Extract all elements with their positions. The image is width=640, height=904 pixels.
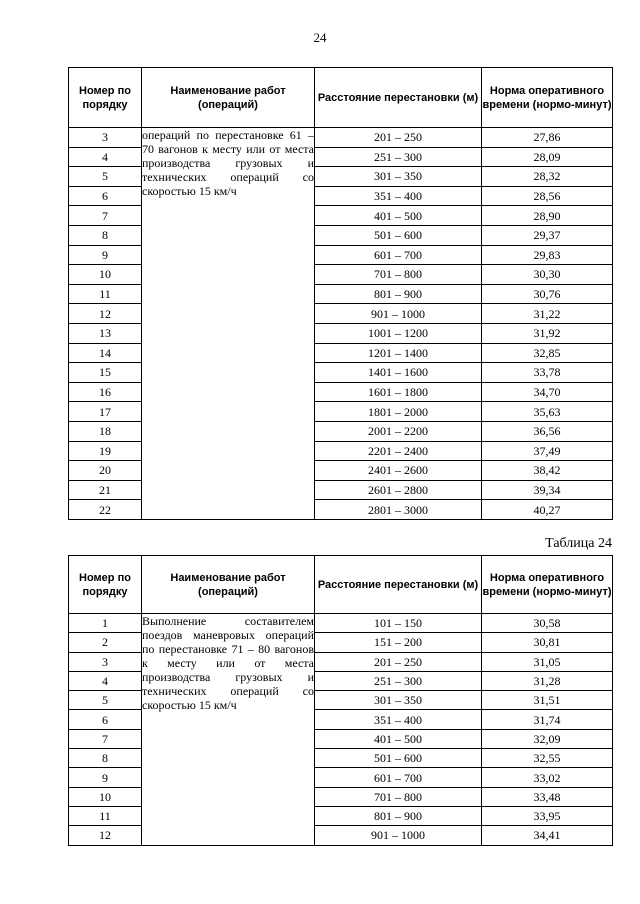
distance-range: 501 – 600 (315, 225, 482, 245)
distance-range: 2401 – 2600 (315, 461, 482, 481)
norm-value: 32,55 (482, 749, 613, 768)
distance-range: 2201 – 2400 (315, 441, 482, 461)
table-row (69, 614, 613, 633)
norm-value: 30,30 (482, 265, 613, 285)
distance-range: 401 – 500 (315, 206, 482, 226)
row-number: 17 (69, 402, 142, 422)
norm-value: 31,05 (482, 652, 613, 671)
norm-value: 28,56 (482, 186, 613, 206)
col-header-number: Номер по порядку (69, 556, 142, 614)
row-number: 2 (69, 633, 142, 652)
row-number: 10 (69, 265, 142, 285)
norm-value: 29,37 (482, 225, 613, 245)
norm-value: 30,76 (482, 284, 613, 304)
norm-value: 31,22 (482, 304, 613, 324)
distance-range: 801 – 900 (315, 806, 482, 825)
norm-value: 31,28 (482, 671, 613, 690)
row-number: 11 (69, 284, 142, 304)
distance-range: 601 – 700 (315, 245, 482, 265)
row-number: 15 (69, 363, 142, 383)
norm-value: 36,56 (482, 421, 613, 441)
row-number: 21 (69, 480, 142, 500)
norm-value: 27,86 (482, 128, 613, 148)
table-body (69, 128, 613, 520)
row-number: 4 (69, 671, 142, 690)
distance-range: 101 – 150 (315, 614, 482, 633)
row-number: 13 (69, 323, 142, 343)
norm-value: 35,63 (482, 402, 613, 422)
norm-value: 30,81 (482, 633, 613, 652)
norm-value: 28,32 (482, 167, 613, 187)
distance-range: 351 – 400 (315, 186, 482, 206)
distance-range: 151 – 200 (315, 633, 482, 652)
norm-value: 40,27 (482, 500, 613, 520)
norm-value: 33,02 (482, 768, 613, 787)
row-number: 8 (69, 225, 142, 245)
norm-value: 34,41 (482, 826, 613, 845)
row-number: 6 (69, 710, 142, 729)
distance-range: 251 – 300 (315, 671, 482, 690)
row-number: 8 (69, 749, 142, 768)
col-header-work: Наименование работ (операций) (142, 68, 315, 128)
distance-range: 1001 – 1200 (315, 323, 482, 343)
page-number: 24 (313, 30, 327, 45)
norm-value: 28,09 (482, 147, 613, 167)
distance-range: 701 – 800 (315, 787, 482, 806)
distance-range: 601 – 700 (315, 768, 482, 787)
norm-value: 29,83 (482, 245, 613, 265)
work-description: операций по перестановке 61 – 70 вагонов к месту или от места производства грузовых и технических операций со скоростью 15 км/ч (142, 128, 315, 520)
norm-value: 34,70 (482, 382, 613, 402)
distance-range: 201 – 250 (315, 128, 482, 148)
row-number: 9 (69, 768, 142, 787)
norm-value: 33,48 (482, 787, 613, 806)
norm-value: 31,51 (482, 691, 613, 710)
row-number: 3 (69, 652, 142, 671)
row-number: 12 (69, 304, 142, 324)
col-header-work: Наименование работ (операций) (142, 556, 315, 614)
col-header-norm: Норма оперативного времени (нормо-минут) (482, 556, 613, 614)
row-number: 1 (69, 614, 142, 633)
distance-range: 901 – 1000 (315, 304, 482, 324)
row-number: 20 (69, 461, 142, 481)
row-number: 4 (69, 147, 142, 167)
table-body (69, 614, 613, 846)
row-number: 12 (69, 826, 142, 845)
row-number: 3 (69, 128, 142, 148)
norm-value: 32,85 (482, 343, 613, 363)
table-header-row (69, 68, 613, 128)
row-number: 11 (69, 806, 142, 825)
distance-range: 801 – 900 (315, 284, 482, 304)
row-number: 19 (69, 441, 142, 461)
col-header-number: Номер по порядку (69, 68, 142, 128)
distance-range: 1401 – 1600 (315, 363, 482, 383)
table-caption: Таблица 24 (545, 536, 612, 551)
norms-table-24 (68, 555, 613, 846)
row-number: 6 (69, 186, 142, 206)
table-header-row (69, 556, 613, 614)
norm-value: 33,95 (482, 806, 613, 825)
norm-value: 37,49 (482, 441, 613, 461)
row-number: 5 (69, 167, 142, 187)
distance-range: 351 – 400 (315, 710, 482, 729)
distance-range: 251 – 300 (315, 147, 482, 167)
norm-value: 30,58 (482, 614, 613, 633)
distance-range: 1801 – 2000 (315, 402, 482, 422)
row-number: 22 (69, 500, 142, 520)
distance-range: 2001 – 2200 (315, 421, 482, 441)
distance-range: 501 – 600 (315, 749, 482, 768)
distance-range: 2801 – 3000 (315, 500, 482, 520)
col-header-norm: Норма оперативного времени (нормо-минут) (482, 68, 613, 128)
row-number: 18 (69, 421, 142, 441)
norm-value: 31,74 (482, 710, 613, 729)
work-description: Выполнение составителем поездов маневровых операций по перестановке 71 – 80 вагонов к месту или от места производства грузовых и технических операций со скоростью 15 км/ч (142, 614, 315, 846)
norm-value: 33,78 (482, 363, 613, 383)
table-row (69, 128, 613, 148)
norm-value: 39,34 (482, 480, 613, 500)
row-number: 7 (69, 206, 142, 226)
norm-value: 31,92 (482, 323, 613, 343)
distance-range: 401 – 500 (315, 729, 482, 748)
row-number: 10 (69, 787, 142, 806)
row-number: 9 (69, 245, 142, 265)
distance-range: 301 – 350 (315, 167, 482, 187)
distance-range: 701 – 800 (315, 265, 482, 285)
row-number: 7 (69, 729, 142, 748)
norm-value: 32,09 (482, 729, 613, 748)
distance-range: 1601 – 1800 (315, 382, 482, 402)
distance-range: 2601 – 2800 (315, 480, 482, 500)
distance-range: 1201 – 1400 (315, 343, 482, 363)
col-header-distance: Расстояние перестановки (м) (315, 556, 482, 614)
norm-value: 38,42 (482, 461, 613, 481)
row-number: 16 (69, 382, 142, 402)
col-header-distance: Расстояние перестановки (м) (315, 68, 482, 128)
distance-range: 901 – 1000 (315, 826, 482, 845)
norm-value: 28,90 (482, 206, 613, 226)
distance-range: 301 – 350 (315, 691, 482, 710)
norms-table-continued (68, 67, 613, 520)
distance-range: 201 – 250 (315, 652, 482, 671)
row-number: 14 (69, 343, 142, 363)
row-number: 5 (69, 691, 142, 710)
